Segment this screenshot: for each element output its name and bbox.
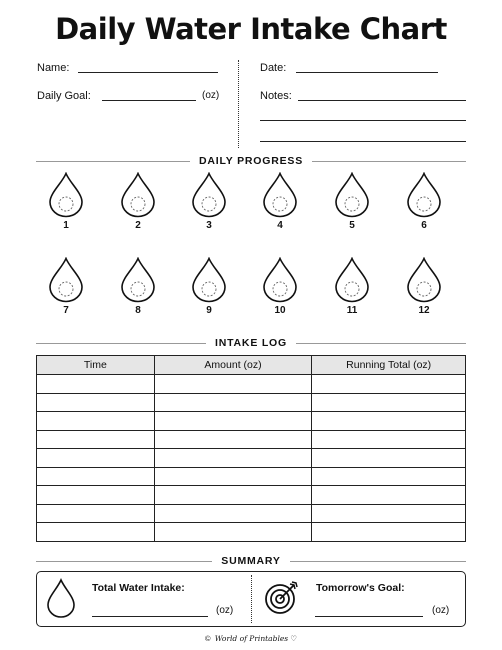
total-intake-unit: (oz): [216, 605, 234, 616]
table-row: [37, 375, 466, 394]
intake-log-table: [36, 355, 466, 542]
daily-goal-field[interactable]: [102, 100, 196, 101]
total-intake-label: Total Water Intake:: [92, 582, 185, 594]
water-drop-11[interactable]: [328, 257, 376, 317]
water-drop-icon: [406, 172, 442, 218]
water-drop-icon: [191, 257, 227, 303]
time-cell[interactable]: [37, 523, 155, 542]
notes-field-line-1[interactable]: [298, 100, 466, 101]
column-header-time: Time: [37, 356, 155, 375]
tomorrows-goal-unit: (oz): [432, 605, 450, 616]
water-drop-icon: [406, 257, 442, 303]
table-row: [37, 523, 466, 542]
running-total-cell[interactable]: [312, 393, 466, 412]
time-cell[interactable]: [37, 504, 155, 523]
intake-log-heading: INTAKE LOG: [36, 337, 466, 349]
table-row: [37, 486, 466, 505]
column-header-running-total: Running Total (oz): [312, 356, 466, 375]
notes-field-line-2[interactable]: [260, 120, 466, 121]
name-label: Name:: [37, 62, 70, 74]
time-cell[interactable]: [37, 412, 155, 431]
daily-goal-unit: (oz): [202, 90, 220, 101]
drop-number: 4: [277, 220, 283, 231]
water-drop-2[interactable]: [114, 172, 162, 232]
water-drop-1[interactable]: [42, 172, 90, 232]
date-field[interactable]: [296, 72, 438, 73]
summary-heading: SUMMARY: [36, 555, 466, 567]
brand-name: World of Printables: [214, 634, 289, 643]
time-cell[interactable]: [37, 486, 155, 505]
amount-cell[interactable]: [154, 504, 312, 523]
water-drop-icon: [48, 172, 84, 218]
amount-cell[interactable]: [154, 523, 312, 542]
water-drop-6[interactable]: [400, 172, 448, 232]
table-row: [37, 504, 466, 523]
tomorrows-goal-label: Tomorrow's Goal:: [316, 582, 405, 594]
time-cell[interactable]: [37, 393, 155, 412]
name-field[interactable]: [78, 72, 218, 73]
heart-icon: ♡: [290, 634, 297, 643]
water-drop-icon: [262, 257, 298, 303]
running-total-cell[interactable]: [312, 449, 466, 468]
page-title: Daily Water Intake Chart: [55, 12, 447, 46]
notes-field-line-3[interactable]: [260, 141, 466, 142]
running-total-cell[interactable]: [312, 523, 466, 542]
water-drop-3[interactable]: [185, 172, 233, 232]
daily-progress-heading: DAILY PROGRESS: [36, 155, 466, 167]
water-drop-5[interactable]: [328, 172, 376, 232]
water-drop-8[interactable]: [114, 257, 162, 317]
drop-number: 3: [206, 220, 212, 231]
water-drop-12[interactable]: [400, 257, 448, 317]
column-header-amount: Amount (oz): [154, 356, 312, 375]
water-drop-4[interactable]: [256, 172, 304, 232]
amount-cell[interactable]: [154, 467, 312, 486]
amount-cell[interactable]: [154, 430, 312, 449]
drop-number: 8: [135, 305, 141, 316]
time-cell[interactable]: [37, 430, 155, 449]
table-row: [37, 412, 466, 431]
running-total-cell[interactable]: [312, 430, 466, 449]
total-intake-field[interactable]: [92, 616, 208, 617]
drop-number: 10: [274, 305, 286, 316]
water-drop-7[interactable]: [42, 257, 90, 317]
header-divider: [238, 60, 239, 148]
water-drop-10[interactable]: [256, 257, 304, 317]
target-icon: [263, 580, 299, 616]
table-row: [37, 430, 466, 449]
amount-cell[interactable]: [154, 486, 312, 505]
table-row: [37, 467, 466, 486]
running-total-cell[interactable]: [312, 504, 466, 523]
copyright-symbol: ©: [205, 634, 211, 643]
drop-number: 12: [418, 305, 430, 316]
drop-number: 6: [421, 220, 427, 231]
running-total-cell[interactable]: [312, 412, 466, 431]
water-drop-icon: [334, 172, 370, 218]
amount-cell[interactable]: [154, 412, 312, 431]
summary-divider: [251, 575, 252, 623]
table-row: [37, 393, 466, 412]
amount-cell[interactable]: [154, 449, 312, 468]
water-drop-9[interactable]: [185, 257, 233, 317]
water-drop-icon: [262, 172, 298, 218]
water-drop-icon: [120, 257, 156, 303]
water-drop-icon: [334, 257, 370, 303]
running-total-cell[interactable]: [312, 467, 466, 486]
drop-number: 2: [135, 220, 141, 231]
time-cell[interactable]: [37, 375, 155, 394]
running-total-cell[interactable]: [312, 486, 466, 505]
table-row: [37, 449, 466, 468]
water-drop-icon: [46, 578, 76, 618]
amount-cell[interactable]: [154, 375, 312, 394]
drop-number: 7: [63, 305, 69, 316]
water-drop-icon: [191, 172, 227, 218]
drop-number: 1: [63, 220, 69, 231]
time-cell[interactable]: [37, 449, 155, 468]
amount-cell[interactable]: [154, 393, 312, 412]
drop-number: 11: [346, 305, 358, 316]
water-drop-icon: [120, 172, 156, 218]
date-label: Date:: [260, 62, 287, 74]
time-cell[interactable]: [37, 467, 155, 486]
water-drop-icon: [48, 257, 84, 303]
notes-label: Notes:: [260, 90, 292, 102]
running-total-cell[interactable]: [312, 375, 466, 394]
drop-number: 9: [206, 305, 212, 316]
drop-number: 5: [349, 220, 355, 231]
daily-goal-label: Daily Goal:: [37, 90, 91, 102]
footer: [0, 634, 502, 643]
tomorrows-goal-field[interactable]: [315, 616, 423, 617]
